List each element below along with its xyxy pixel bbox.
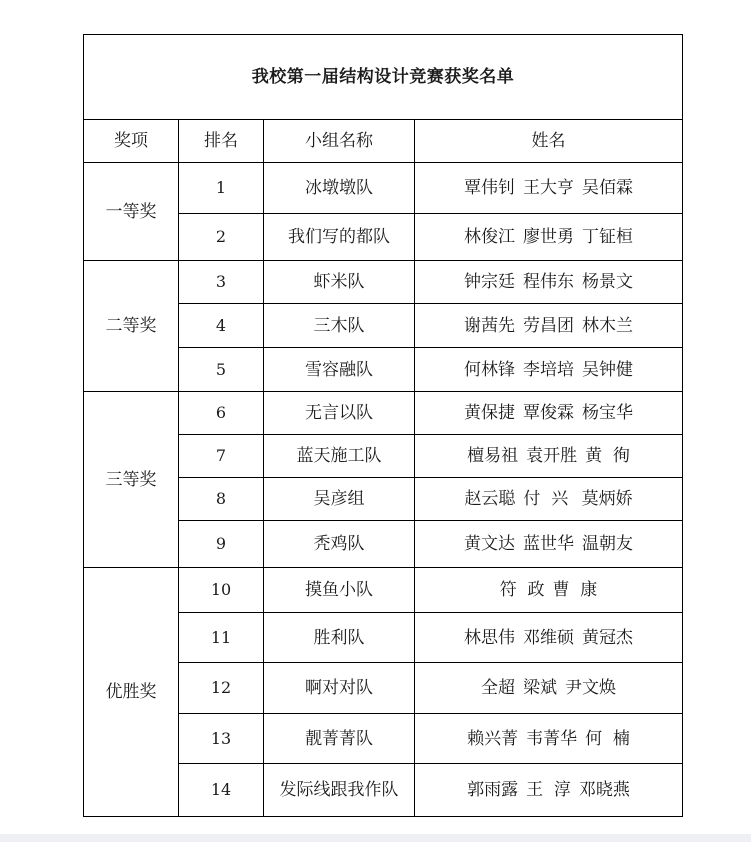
rank-cell: 14 [179, 764, 264, 817]
member-name: 尹文焕 [565, 678, 616, 698]
member-name: 温朝友 [582, 534, 633, 554]
member-name: 赖兴菁 [467, 728, 519, 749]
member-name: 杨宝华 [582, 403, 633, 423]
member-name: 黄文达 [464, 534, 515, 554]
group-cell: 发际线跟我作队 [264, 764, 415, 817]
member-name: 蓝世华 [523, 534, 574, 554]
rank-cell: 1 [179, 163, 264, 214]
names-cell [415, 261, 683, 304]
rank-cell: 5 [179, 348, 264, 392]
names-cell [415, 568, 683, 613]
names-cell [415, 764, 683, 817]
member-name: 谢茜先 [464, 315, 515, 336]
member-name: 廖世勇 [523, 227, 574, 247]
rank-cell: 2 [179, 214, 264, 261]
member-name: 林俊江 [464, 227, 515, 247]
group-cell: 吴彦组 [264, 478, 415, 521]
table-row [84, 261, 683, 304]
names-cell [415, 348, 683, 392]
member-name: 杨景文 [582, 272, 633, 292]
group-cell: 啊对对队 [264, 663, 415, 714]
rank-cell: 8 [179, 478, 264, 521]
member-name: 梁斌 [523, 678, 557, 698]
table-row [84, 163, 683, 214]
table-row [84, 392, 683, 435]
header-row [84, 120, 683, 163]
member-name: 郭雨露 [467, 780, 519, 800]
rank-cell: 4 [179, 304, 264, 348]
group-cell: 冰墩墩队 [264, 163, 415, 214]
member-name: 吴佰霖 [582, 178, 633, 198]
member-name: 邓维硕 [523, 627, 574, 648]
member-name: 劳昌团 [523, 315, 574, 336]
names-cell [415, 304, 683, 348]
member-name: 邓晓燕 [578, 780, 630, 800]
header-group: 小组名称 [264, 120, 415, 163]
member-name: 黄冠杰 [582, 627, 633, 648]
member-name: 覃俊霖 [523, 403, 574, 423]
member-name: 何林锋 [464, 359, 515, 380]
award-third: 三等奖 [84, 392, 179, 568]
title-row [84, 35, 683, 120]
member-name: 付 兴 [523, 489, 569, 509]
rank-cell: 9 [179, 521, 264, 568]
group-cell: 三木队 [264, 304, 415, 348]
member-name: 钟宗廷 [464, 272, 515, 292]
member-name: 檀易祖 [467, 446, 519, 466]
rank-cell: 7 [179, 435, 264, 478]
group-cell: 我们写的都队 [264, 214, 415, 261]
names-cell [415, 214, 683, 261]
names-cell [415, 478, 683, 521]
member-name: 何 楠 [585, 728, 630, 749]
award-second: 二等奖 [84, 261, 179, 392]
member-name: 符 政 [499, 580, 545, 600]
rank-cell: 12 [179, 663, 264, 714]
member-name: 李培培 [523, 359, 574, 380]
names-cell [415, 392, 683, 435]
names-cell [415, 663, 683, 714]
group-cell: 无言以队 [264, 392, 415, 435]
member-name: 全超 [481, 678, 515, 698]
rank-cell: 6 [179, 392, 264, 435]
page-bottom-strip [0, 834, 751, 842]
member-name: 黄保捷 [464, 403, 515, 423]
group-cell: 虾米队 [264, 261, 415, 304]
member-name: 莫炳娇 [576, 489, 633, 509]
member-name: 丁钲桓 [582, 227, 633, 247]
names-cell [415, 714, 683, 764]
group-cell: 靓菁菁队 [264, 714, 415, 764]
member-name: 林木兰 [582, 315, 633, 336]
member-name: 王大亨 [523, 178, 574, 198]
member-name: 袁开胜 [526, 446, 578, 466]
header-award: 奖项 [84, 120, 179, 163]
group-cell: 秃鸡队 [264, 521, 415, 568]
rank-cell: 3 [179, 261, 264, 304]
rank-cell: 13 [179, 714, 264, 764]
group-cell: 蓝天施工队 [264, 435, 415, 478]
rank-cell: 11 [179, 613, 264, 663]
group-cell: 摸鱼小队 [264, 568, 415, 613]
member-name: 王 淳 [526, 780, 571, 800]
member-name: 曹 康 [552, 580, 598, 600]
names-cell [415, 163, 683, 214]
names-cell [415, 435, 683, 478]
member-name: 林思伟 [464, 627, 515, 648]
member-name: 韦菁华 [526, 728, 578, 749]
names-cell [415, 613, 683, 663]
group-cell: 胜利队 [264, 613, 415, 663]
award-list-table [83, 34, 683, 817]
member-name: 赵云聪 [464, 489, 516, 509]
table-title: 我校第一届结构设计竞赛获奖名单 [84, 35, 683, 120]
member-name: 覃伟钊 [464, 178, 515, 198]
names-cell [415, 521, 683, 568]
award-first: 一等奖 [84, 163, 179, 261]
header-names: 姓名 [415, 120, 683, 163]
award-honorable: 优胜奖 [84, 568, 179, 817]
rank-cell: 10 [179, 568, 264, 613]
group-cell: 雪容融队 [264, 348, 415, 392]
header-rank: 排名 [179, 120, 264, 163]
table-row [84, 568, 683, 613]
member-name: 吴钟健 [582, 359, 633, 380]
member-name: 程伟东 [523, 272, 574, 292]
member-name: 黄 徇 [585, 446, 630, 466]
